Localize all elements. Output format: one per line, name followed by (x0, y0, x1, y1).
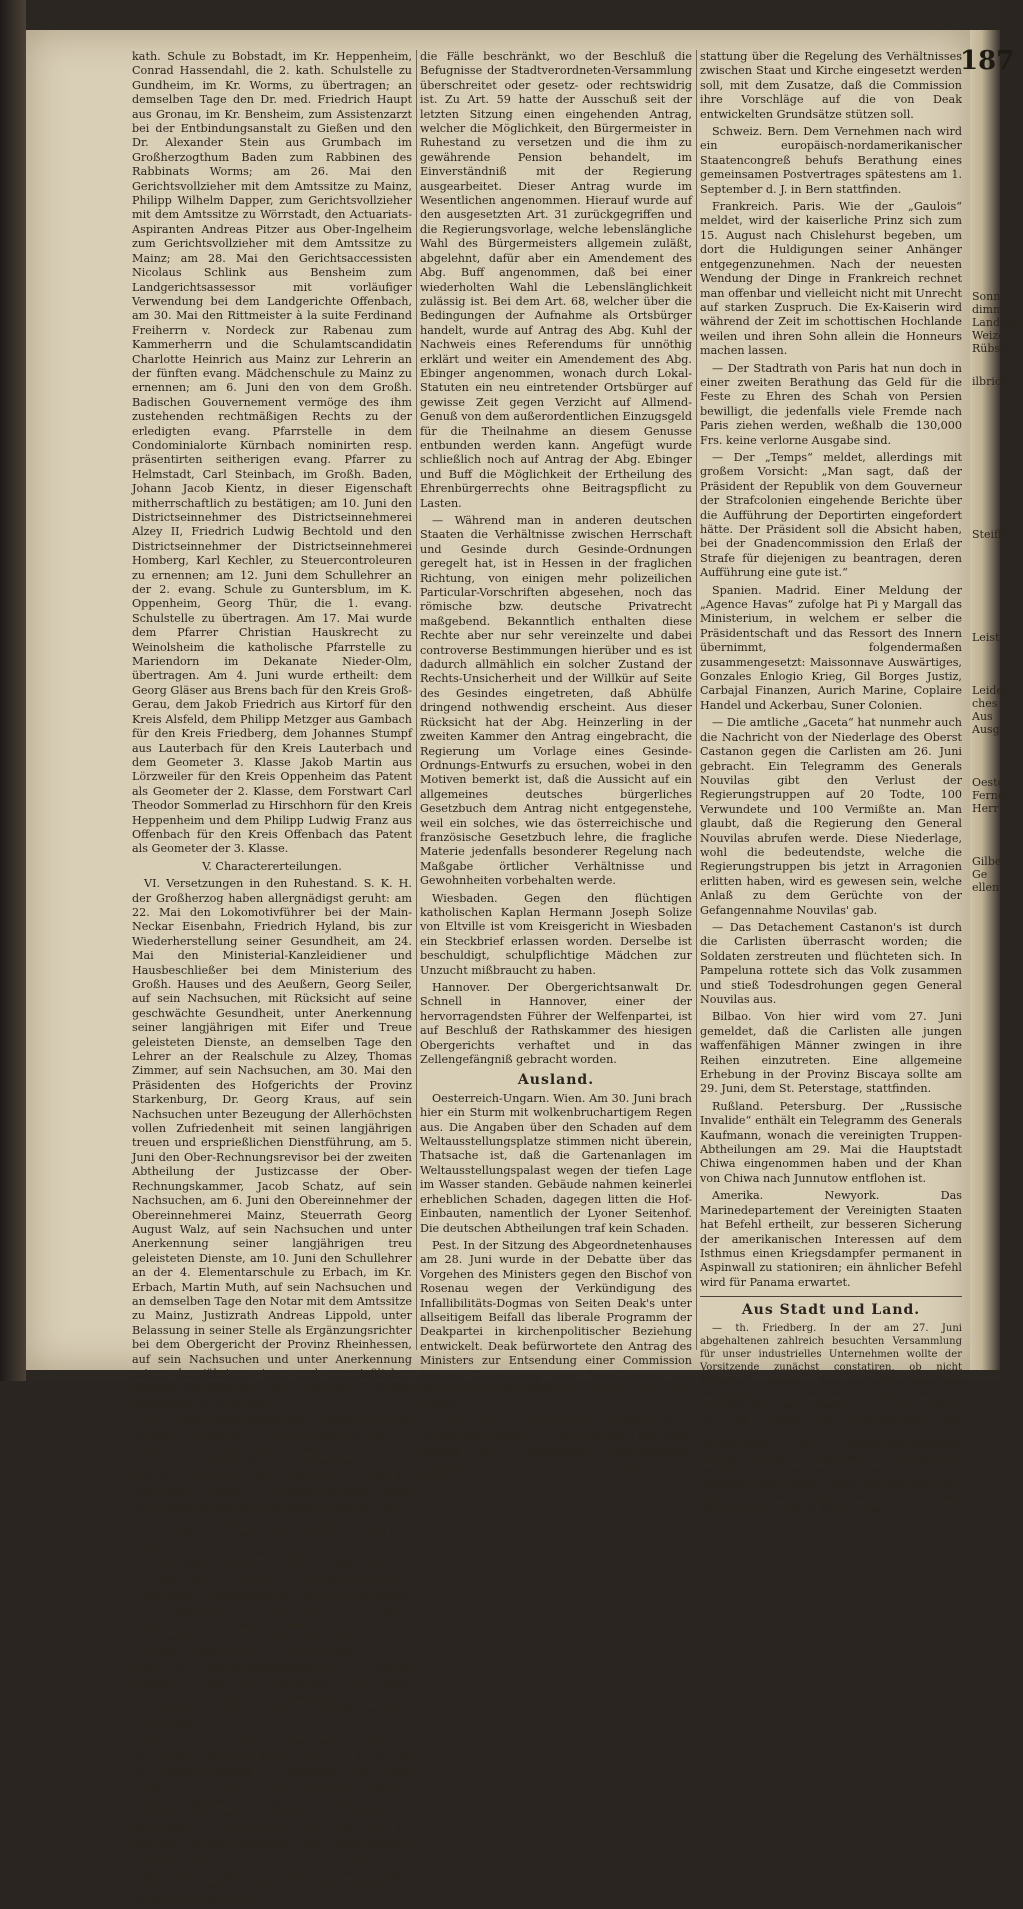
edge-fragments (972, 290, 1023, 894)
paragraph: Wiesbaden. Gegen den flüchtigen katholischen Kaplan Hermann Joseph Solize von Eltville ist vom Kreisgericht in Wiesbaden ein Steckbrief erlassen worden. Derselbe ist beschuldigt, schulpflichtige Mädchen zur Unzucht mißbraucht zu haben. (420, 891, 692, 977)
edge-fragment: dimmer (972, 303, 1016, 316)
edge-fragment: Landwirt (972, 316, 1023, 329)
column-3 (700, 50, 962, 1516)
edge-fragment: ellenun (972, 881, 1014, 894)
paragraph: — th. Friedberg. In der am 27. Juni abgehaltenen zahlreich besuchten Versammlung für unser industrielles Unternehmen wollte der Vorsitzende zunächst constatiren, ob nicht Bedenken gegen die Industrie-Ausstellung bestanden seien. Alle, welche hierauf das Wort ergriffen, sprachen indessen nicht gegen, sondern für das Projekt, die Ausführbarkeit und Nützlichkeit desselben in allen Richtungen hervorhebend. Zur Ausführungscommission wurden vorerst 18 Personen für hinreichend, welche sich aus den verschiedenen Branchen in 6 Sectionen theilen sollen. Allein man sah sofort ein, daß es nicht wohl möglich sei, in einer großen Versammlung rasch 18 Männer speciell (700, 1322, 962, 1516)
column-1 (132, 50, 412, 1908)
paragraph: — Der „Temps“ meldet, allerdings mit großem Vorsicht: „Man sagt, daß der Präsident der Republik von dem Gouverneur der Strafcolonien eingehende Berichte über die Aufführung der Deportirten eingefordert hätte. Der Präsident soll die Absicht haben, bei der Gnadencommission den Erlaß der Strafe für diejenigen zu beantragen, deren Aufführung eine gute ist.“ (700, 450, 962, 580)
column-2 (420, 50, 692, 1486)
edge-fragment: ches Aus (972, 697, 998, 723)
edge-fragment: Rübsel (972, 342, 1011, 355)
paragraph: Oesterreich-Ungarn. Wien. Am 30. Juni brach hier ein Sturm mit wolkenbruchartigem Regen aus. Die Angaben über den Schaden auf dem Weltausstellungsplatze stimmen nicht überein, Thatsache ist, daß die Gartenanlagen im Weltausstellungspalast wegen der tiefen Lage im Wasser standen. Gebäude nahmen keinerlei erheblichen Schaden, dagegen litten die Hof-Einbauten, namentlich der Lyoner Seitenhof. Die deutschen Abtheilungen traf kein Schaden. (420, 1091, 692, 1235)
paragraph: — Während man in anderen deutschen Staaten die Verhältnisse zwischen Herrschaft und Gesinde durch Gesinde-Ordnungen geregelt hat, ist in Hessen in der fraglichen Richtung, von einigen mehr polizeilichen Particular-Vorschriften abgesehen, noch das römische bzw. deutsche Privatrecht maßgebend. Bekanntlich enthalten diese Rechte aber nur sehr vereinzelte und dabei controverse Bestimmungen hierüber und es ist dadurch allmählich ein solcher Zustand der Rechts-Unsicherheit und der Willkür auf Seite des Gesindes eingetreten, daß Abhülfe dringend nothwendig erscheint. Aus dieser Rücksicht hat der Abg. Heinzerling in der zweiten Kammer den Antrag eingebracht, die Regierung um Vorlage eines Gesinde-Ordnungs-Entwurfs zu ersuchen, wobei in den Motiven bemerkt ist, daß die Aussicht auf ein allgemeines deutsches bürgerliches Gesetzbuch dem Antrag nicht entgegenstehe, weil ein solches, wie das österreichische und französische Gesetzbuch lehre, die fragliche Materie jedenfalls besonderer Regelung nach Maßgabe örtlicher Verhältnisse und Gewohnheiten vorbehalten werde. (420, 514, 692, 888)
paragraph: stattung über die Regelung des Verhältnisses zwischen Staat und Kirche eingesetzt werden soll, mit dem Zusatze, daß die Commission ihre Vorschläge auf die von Deak entwickelten Grundsätze stützen soll. (700, 50, 962, 121)
paragraph: — Das Detachement Castanon's ist durch die Carlisten überrascht worden; die Soldaten zerstreuten und flüchteten sich. In Pampeluna rottete sich das Volk zusammen und stieß Todesdrohungen gegen General Nouvilas aus. (700, 920, 962, 1006)
paragraph: — Die amtliche „Gaceta“ hat nunmehr auch die Nachricht von der Niederlage des Oberst Castanon gegen die Carlisten am 26. Juni gebracht. Ein Telegramm des Generals Nouvilas gibt den Verlust der Regierungstruppen auf 20 Todte, 100 Verwundete und 100 Vermißte an. Man glaubt, daß die Regierung den General Nouvilas abrufen werde. Diese Niederlage, wohl die bedeutendste, welche die Regierungstruppen bis jetzt in Arragonien erlitten haben, wird es gewesen sein, welche Anlaß zu dem Gerüchte von der Gefangennahme Nouvilas' gab. (700, 716, 962, 917)
paragraph: — Der Stadtrath von Paris hat nun doch in einer zweiten Berathung das Geld für die Feste zu Ehren des Schah von Persien bewilligt, die jedenfalls viele Fremde nach Paris ziehen werden, weßhalb die 130,000 Frs. keine verlorne Ausgabe sind. (700, 361, 962, 447)
paragraph: VII. Concurrenzeröffnungen. Erledigt sind: die evang. Schulstelle zu Groß-Ellenbach, im Kr. Lindenfels, mit einem jährl. Gehalte von 400 fl.; die evang. Schulstelle zu Gammelsbach, im Kr. Erbach, mit einem jährl. Gehalte von 400 fl.; dem Herrn Grafen zu Erbach-Fürstenau steht das Präsentationsrecht zu dieser Stelle zu; die 3. evang. Schulstelle zu Oberstadt, im Kr. Darmstadt, mit einem jährl. Gehalte von 650 fl. (132, 1413, 412, 1542)
book-binding (0, 0, 26, 1381)
edge-fragment: ilbrich (972, 375, 1009, 388)
column-rule-2 (696, 50, 697, 1350)
paragraph: Frankreich. Paris. Wie der „Gaulois“ meldet, wird der kaiserliche Prinz sich zum 15. August nach Chislehurst begeben, um dort die Huldigungen seiner Anhänger entgegenzunehmen. Nach der neuesten Wendung der Dinge in Frankreich rechnet man offenbar und vielleicht nicht mit Unrecht auf starken Zuspruch. Die Ex-Kaiserin wird während der Zeit im schottischen Hochlande weilen und ihren Sohn allein die Honneurs machen lassen. (700, 200, 962, 358)
paragraph: — Der ungarisch-kroatische Ausgleich ist zu Stande gekommen. — Das Unterhaus hat einen Antrag des Cultusministers angenommen, dahingehend, daß eine Commission zur Bericht-Er- (420, 1414, 692, 1486)
edge-fragment: Ge (972, 868, 988, 881)
paragraph: VIII. Sterbefälle. Gestorben sind: am 14. Mai der Schullehrer Heinrich Raeß zu Offenbach; am 17. Mai der pensionirte Landgerichts-Actuar Schnauber zu Reinheim; am 26. der Schullehrer Paul Ziegelbauer zu Worms; am 30. der pens. Substitut des General-Staatsprocurators am Obergericht der Provinz Rheinhessen, Dr. Cornelius Balkenberg zu Heppenheim; am 5. Juni der Obereichungsinspector 1. Klasse Heinrich Weiß zu Darmstadt, ein pens. Gensdarm Johann Frauenheimer II. zu Ulrichstein; am 14. der Districtseinnehmer Keim zu Friedberg. (132, 1545, 412, 1732)
section-heading: V. Charactererteilungen. (202, 859, 342, 873)
paragraph: Pest. In der Sitzung des Abgeordnetenhauses am 28. Juni wurde in der Debatte über das Vorgehen des Ministers gegen den Bischof von Rosenau wegen der Verkündigung des Infallibilitäts-Dogmas von Seiten Deak's unter allseitigem Beifall das liberale Programm der Deakpartei in kirchenpolitischer Beziehung entwickelt. Deak befürwortete den Antrag des Ministers zur Entsendung einer Commission behufs Einrichtung von Vorschlägen zur Regelung des Verhältnisses zwischen Staat und Kirche. (420, 1238, 692, 1411)
paragraph: die Fälle beschränkt, wo der Beschluß die Befugnisse der Stadtverordneten-Versammlung überschreitet oder gesetz- oder rechtswidrig ist. Zu Art. 59 hatte der Ausschuß seit der letzten Sitzung einen eingehenden Antrag, welcher die Möglichkeit, den Bürgermeister in Ruhestand zu versetzen und die ihm zu gewährende Pension behandelt, im Einverständniß mit der Regierung ausgearbeitet. Dieser Antrag wurde im Wesentlichen angenommen. Hierauf wurde auf den ausgesetzten Art. 31 zurückgegriffen und die Regierungsvorlage, welche lebenslängliche Wahl des Bürgermeisters allgemein zuläßt, abgelehnt, dafür aber ein Amendement des Abg. Buff angenommen, daß bei einer wiederholten Wahl die Lebenslänglichkeit zulässig ist. Bei dem Art. 68, welcher über die Bedingungen der Aufnahme als Ortsbürger handelt, wurde auf Antrag des Abg. Kuhl der Nachweis eines Referendums für unnöthig erklärt und weiter ein Amendement des Abg. Ebinger angenommen, wonach durch Lokal-Statuten ein neu eintretender Ortsbürger auf gewisse Zeit gegen Verzicht auf Allmend-Genuß von dem außerordentlichen Einzugsgeld für die Theilnahme an diesem Genusse entbunden werden kann. Angefügt wurde schließlich noch auf Antrag der Abg. Ebinger und Buff die Möglichkeit der Ertheilung des Ehrenbürgerrechts ohne Beitragspflicht zu Lasten. (420, 50, 692, 510)
divider (700, 1296, 962, 1297)
section-heading-ausland: Ausland. (517, 1072, 595, 1089)
edge-fragment: Weizen, (972, 329, 1016, 342)
section-heading-stadt-land: Aus Stadt und Land. (741, 1302, 921, 1319)
edge-fragment: Steiffe (972, 528, 1009, 541)
paragraph: Hannover. Der Obergerichtsanwalt Dr. Schnell in Hannover, einer der hervorragendsten Führer der Welfenpartei, ist auf Beschluß der Rathskammer des hiesigen Obergerichts verhaftet und in das Zellengefängniß gebracht worden. (420, 981, 692, 1067)
edge-fragment: Sonner (972, 290, 1013, 303)
paragraph: Schweiz. Bern. Dem Vernehmen nach wird ein europäisch-nordamerikanischer Staatencongreß behufs Berathung eines gemeinsamen Postvertrages spätestens am 1. September d. J. in Bern stattfinden. (700, 125, 962, 196)
paragraph: Rußland. Petersburg. Der „Russische Invalide“ enthält ein Telegramm des Generals Kaufmann, wonach die vereinigten Truppen-Abtheilungen am 29. Mai die Hauptstadt Chiwa eingenommen haben und der Khan von Chiwa nach Junnutow entflohen ist. (700, 1099, 962, 1185)
edge-fragment: Ausgab (972, 723, 1014, 736)
edge-fragment: Leiden (972, 684, 1010, 697)
paragraph: VI. Versetzungen in den Ruhestand. S. K. H. der Großherzog haben allergnädigst geruht: am 22. Mai den Lokomotivführer bei der Main-Neckar Eisenbahn, Friedrich Hyland, bis zur Wiederherstellung seiner Gesundheit, am 24. Mai den Ministerial-Kanzleidiener und Hausbeschließer bei dem Ministerium des Großh. Hauses und des Aeußern, Georg Seiler, auf sein Nachsuchen, mit Rücksicht auf seine geschwächte Gesundheit, unter Anerkennung seiner langjährigen mit Eifer und Treue geleisteten Dienste, an demselben Tage den Lehrer an der Realschule zu Alzey, Thomas Zimmer, auf sein Nachsuchen, am 30. Mai den Präsidenten des Hofgerichts der Provinz Starkenburg, Dr. Georg Kraus, auf sein Nachsuchen unter Bezeugung der Allerhöchsten vollen Zufriedenheit mit seinen langjährigen treuen und ersprießlichen Dienstführung, am 5. Juni den Ober-Rechnungsrevisor bei der zweiten Abtheilung der Justizcasse der Ober-Rechnungskammer, Jacob Schatz, auf sein Nachsuchen, am 6. Juni den Obereinnehmer der Obereinnehmerei Mainz, Steuerrath Georg August Walz, auf sein Nachsuchen und unter Anerkennung seiner langjährigen treu geleisteten Dienste, am 10. Juni den Schullehrer an der 4. Elementarschule zu Erbach, im Kr. Erbach, Martin Muth, auf sein Nachsuchen und an demselben Tage den Notar mit dem Amtssitze zu Mainz, Justizrath Andreas Lippold, unter Belassung in seiner Stelle als Ergänzungsrichter bei dem Obergericht der Provinz Rheinhessen, auf sein Nachsuchen und unter Anerkennung seiner langjährigen treu und ersprießlichen Dienste, mit Wirkung vom 1. August l. J. in den Ruhestand zu versetzen. (132, 877, 412, 1409)
paragraph: kath. Schule zu Bobstadt, im Kr. Heppenheim, Conrad Hassendahl, die 2. kath. Schulstelle zu Gundheim, im Kr. Worms, zu übertragen; an demselben Tage den Dr. med. Friedrich Haupt aus Gronau, im Kr. Bensheim, zum Assistenzarzt bei der Entbindungsanstalt zu Gießen und den Dr. Alexander Stein aus Grumbach im Großherzogthum Baden zum Rabbinen des Rabbinats Worms; am 26. Mai den Gerichtsvollzieher mit dem Amtssitze zu Mainz, Philipp Wilhelm Dapper, zum Gerichtsvollzieher mit dem Amtssitze zu Wörrstadt, den Actuariats-Aspiranten Andreas Pitzer aus Ober-Ingelheim zum Gerichtsvollzieher mit dem Amtssitze zu Mainz; am 28. Mai den Gerichtsaccessisten Nicolaus Schlink aus Bensheim zum Landgerichtsassessor mit vorläufiger Verwendung bei dem Landgerichte Offenbach, am 30. Mai den Rittmeister à la suite Ferdinand Freiherrn v. Nordeck zur Rabenau zum Kammerherrn und die Schulamtscandidatin Charlotte Heinrich aus Mainz zur Lehrerin an der fünften evang. Mädchenschule zu Mainz zu ernennen; am 6. Juni den von dem Großh. Badischen Gouvernement vermöge des ihm zustehenden rechtmäßigen Rechts zu der erledigten evang. Pfarrstelle in dem Condominialorte Kürnbach nominirten resp. präsentirten seitherigen evang. Pfarrer zu Helmstadt, Carl Steinbach, im Großh. Baden, Johann Jacob Kientz, in dieser Eigenschaft mitherrschaftlich zu bestätigen; am 10. Juni den Districtseinnehmer des Districtseinnehmerei Alzey II, Friedrich Ludwig Bechtold und den Districtseinnehmer der Districtseinnehmerei Homberg, Karl Kechler, zu Steuercontroleuren zu ernennen; am 12. Juni dem Schullehrer an der 2. evang. Schule zu Guntersblum, im K. Oppenheim, Georg Thür, die 1. evang. Schulstelle zu übertragen. Am 17. Mai wurde dem Pfarrer Christian Hauskrecht zu Weinolsheim die katholische Pfarrstelle zu Mariendorn im Dekanate Nieder-Olm, übertragen. Am 4. Juni wurde ertheilt: dem Georg Gläser aus Brens bach für den Kreis Groß-Gerau, dem Jakob Friedrich aus Kirtorf für den Kreis Alsfeld, dem Philipp Metzger aus Gambach für den Kreis Friedberg, dem Johannes Stumpf aus Lauterbach für den Kreis Lauterbach und dem Geometer 3. Klasse Jakob Martin aus Lörzweiler für den Kreis Oppenheim das Patent als Geometer der 2. Klasse, dem Forstwart Carl Theodor Sommerlad zu Hirschhorn für den Kreis Heppenheim und dem Philipp Ludwig Franz aus Offenbach für den Kreis Offenbach das Patent als Geometer der 3. Klasse. (132, 50, 412, 856)
paragraph: Spanien. Madrid. Einer Meldung der „Agence Havas“ zufolge hat Pi y Margall das Ministerium, in welchem er selber die Präsidentschaft und das Ressort des Innern übernimmt, folgendermaßen zusammengesetzt: Maissonnave Auswärtiges, Gonzales Enlogio Krieg, Gil Borges Justiz, Carbajal Finanzen, Aurich Marine, Coplaire Handel und Ackerbau, Suner Colonien. (700, 583, 962, 712)
paragraph: Bilbao. Von hier wird vom 27. Juni gemeldet, daß die Carlisten alle jungen waffenfähigen Männer zwingen in ihre Reihen einzutreten. Eine allgemeine Erhebung in der Provinz Biscaya sollte am 29. Juni, dem St. Peterstage, stattfinden. (700, 1010, 962, 1096)
paragraph: Darmstadt, 30. Juni. In der heutigen Sitzung der zweiten Kammer kamen die Art. 49 bis 68 der Städte-Ordnung zur Annahme, und zwar wesentlich in der von der Ausschuß-Majorität vorgeschlagenen Fassung, soweit nicht einfach Annahme der Regierungsvorlage beantragt war. Wir heben im Uebrigen nur hervor: Bei Art. 49, welcher von den Geschäften des Bürgermeisters handelt, wird das den letzteren nach der Regierungs-Vorlage zu gebende beabsichtigte Recht zur Beanstandung von Beschlüssen der Stadtverordneten auf (132, 1736, 412, 1908)
edge-fragment: Herr (972, 802, 999, 815)
edge-fragment: Ferner (972, 789, 1010, 802)
column-rule-1 (416, 50, 417, 1350)
edge-fragment: Leist (972, 631, 1000, 644)
paragraph: Amerika. Newyork. Das Marinedepartement der Vereinigten Staaten hat Befehl ertheilt, zur besseren Sicherung der amerikanischen Interessen auf dem Isthmus einen Kriegsdampfer permanent in Aspinwall zu stationiren; ein ähnlicher Befehl wird für Panama erwartet. (700, 1189, 962, 1289)
year-mark: 187 (960, 46, 1015, 76)
edge-fragment: Oesterr (972, 776, 1015, 789)
edge-fragment: Gilber (972, 855, 1007, 868)
